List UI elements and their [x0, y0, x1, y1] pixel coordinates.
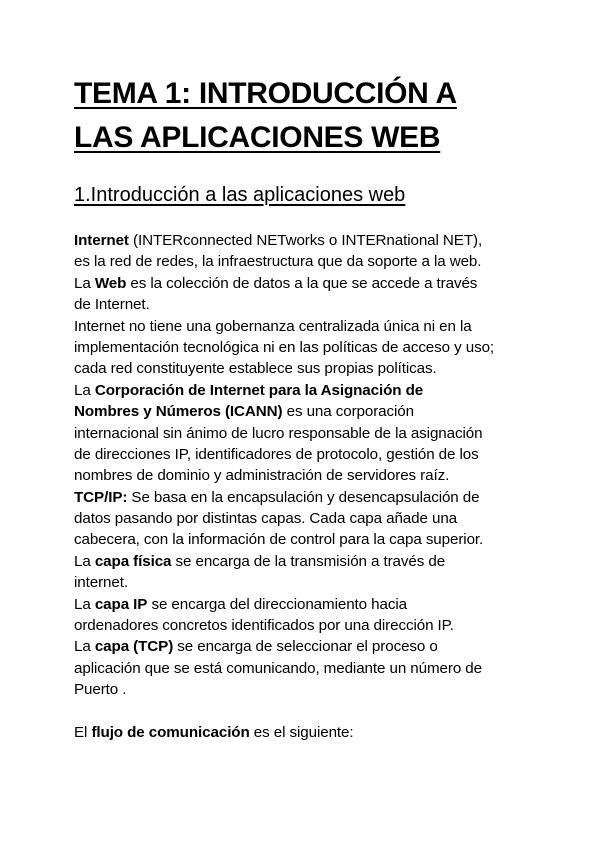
- text-line: [74, 615, 574, 636]
- text-line: [74, 529, 574, 550]
- text-line: [74, 487, 574, 508]
- text-segment: Puerto .: [74, 681, 127, 699]
- text-segment: El: [74, 723, 92, 741]
- text-line: [74, 508, 574, 529]
- text-segment: internet.: [74, 574, 128, 592]
- text-line: [74, 273, 574, 294]
- text-segment: datos pasando por distintas capas. Cada capa añade una: [74, 510, 458, 528]
- text-line: [74, 251, 574, 272]
- text-segment: es una corporación: [282, 403, 414, 421]
- text-segment: La: [74, 595, 95, 613]
- text-segment: cada red constituyente establece sus propias políticas.: [74, 360, 437, 378]
- body-text: [74, 230, 574, 743]
- blank-line: [74, 701, 574, 722]
- text-line: [74, 337, 574, 358]
- text-line: [74, 658, 574, 679]
- text-segment: Se basa en la encapsulación y desencapsulación de: [127, 488, 480, 506]
- text-line: [74, 401, 574, 422]
- text-segment: es la colección de datos a la que se accede a través: [126, 274, 478, 292]
- text-segment: de direcciones IP, identificadores de protocolo, gestión de los: [74, 445, 479, 463]
- text-segment: La: [74, 552, 95, 570]
- text-line: [74, 316, 574, 337]
- section-heading: 1.Introducción a las aplicaciones web: [74, 184, 406, 206]
- bold-term: capa (TCP): [94, 638, 174, 656]
- bold-term: capa IP: [94, 595, 148, 613]
- bold-term: TCP/IP:: [74, 488, 128, 506]
- bold-term: capa física: [94, 552, 172, 570]
- text-segment: de Internet.: [74, 296, 150, 314]
- text-line: [74, 294, 574, 315]
- text-line: [74, 444, 574, 465]
- bold-term: Web: [94, 274, 127, 292]
- text-line: [74, 380, 574, 401]
- text-line: [74, 572, 574, 593]
- text-line: [74, 551, 574, 572]
- text-line: [74, 465, 574, 486]
- text-segment: nombres de dominio y administración de servidores raíz.: [74, 467, 450, 485]
- title-line-1: TEMA 1: INTRODUCCIÓN A: [74, 77, 457, 110]
- text-segment: (INTERconnected NETworks o INTERnational NET),: [128, 232, 483, 249]
- text-segment: internacional sin ánimo de lucro responsable de la asignación: [74, 424, 483, 442]
- text-line: [74, 358, 574, 379]
- text-line: [74, 423, 574, 444]
- bold-term: flujo de comunicación: [91, 723, 250, 741]
- text-line: [74, 636, 574, 657]
- text-segment: La: [74, 381, 95, 399]
- text-segment: es el siguiente:: [249, 723, 354, 741]
- title-line-2: LAS APLICACIONES WEB: [74, 121, 441, 154]
- bold-term: Corporación de Internet para la Asignación de: [94, 381, 424, 399]
- text-segment: se encarga del direccionamiento hacia: [147, 595, 407, 613]
- text-segment: se encarga de la transmisión a través de: [171, 552, 446, 570]
- text-line: [74, 594, 574, 615]
- text-segment: es la red de redes, la infraestructura que da soporte a la web.: [74, 253, 482, 271]
- text-segment: aplicación que se está comunicando, mediante un número de: [74, 659, 483, 677]
- text-segment: La: [74, 274, 95, 292]
- document-title: [74, 72, 457, 160]
- bold-term: Nombres y Números (ICANN): [74, 403, 283, 421]
- text-line: [74, 722, 574, 743]
- text-segment: La: [74, 638, 95, 656]
- text-segment: cabecera, con la información de control para la capa superior.: [74, 531, 484, 549]
- text-line: [74, 230, 574, 251]
- text-line: [74, 679, 574, 700]
- text-segment: ordenadores concretos identificados por una dirección IP.: [74, 617, 454, 635]
- text-segment: Internet no tiene una gobernanza centralizada única ni en la: [74, 317, 472, 335]
- text-segment: implementación tecnológica ni en las políticas de acceso y uso;: [74, 338, 495, 356]
- bold-term: Internet: [74, 232, 129, 249]
- text-segment: se encarga de seleccionar el proceso o: [173, 638, 438, 656]
